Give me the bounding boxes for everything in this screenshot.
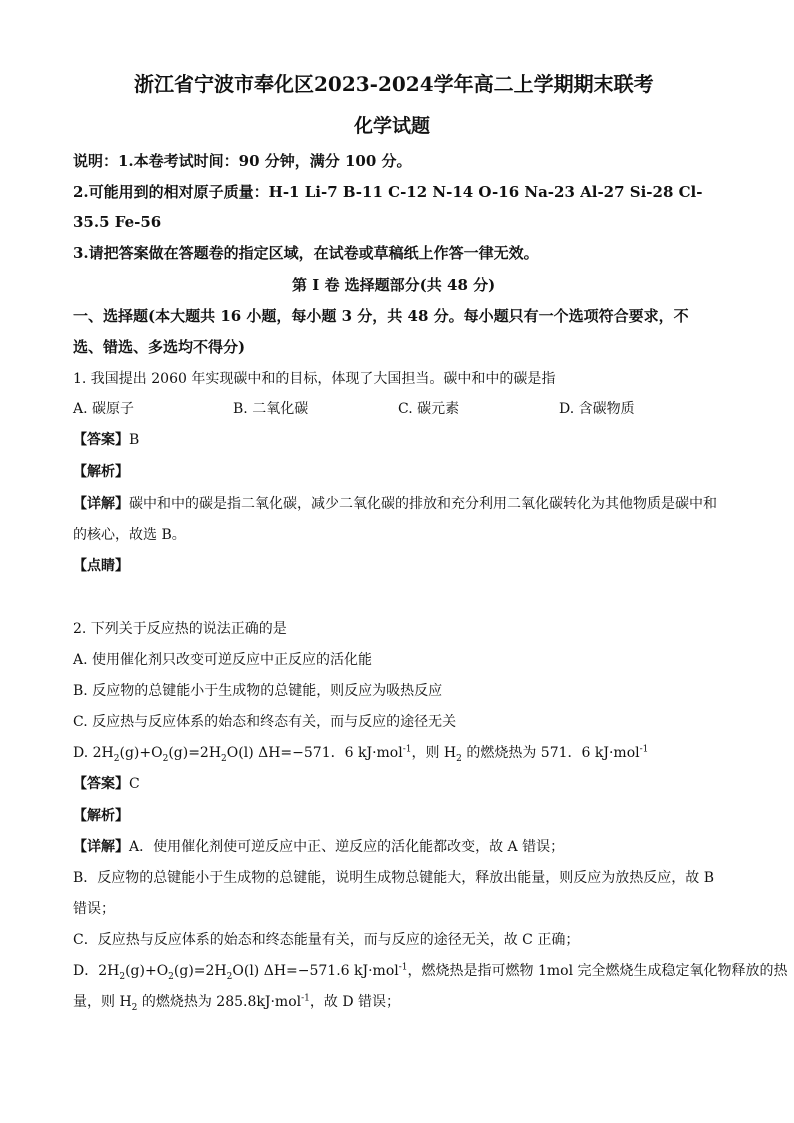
eq-part: (g)+O [125, 963, 169, 979]
eq-sup: -1 [301, 993, 310, 1004]
eq-part: ，故 D 错误； [309, 994, 401, 1010]
q2-detail-b-cont: 错误； [73, 901, 115, 917]
eq-part: ，则 H [411, 745, 457, 761]
q1-option-c: C. 碳元素 [398, 401, 460, 417]
q2-analysis-label: 【解析】 [73, 808, 129, 824]
q1-option-d: D. 含碳物质 [559, 401, 635, 417]
detail-label: 【详解】 [73, 839, 129, 855]
q1-answer [73, 431, 139, 449]
eq-sub: 2 [221, 753, 227, 764]
eq-sub: 2 [226, 971, 233, 982]
answer-value: C [129, 776, 140, 792]
eq-sub: 2 [119, 971, 126, 982]
q2-option-a: A. 使用催化剂只改变可逆反应中正反应的活化能 [73, 652, 373, 668]
note-line-2: 2.可能用到的相对原子质量：H-1 Li-7 B-11 C-12 N-14 O-16 Na-23 Al-27 Si-28 Cl- [73, 183, 703, 201]
eq-sup: -1 [402, 744, 412, 755]
eq-sup: -1 [639, 744, 649, 755]
answer-label: 【答案】 [73, 432, 129, 448]
q1-option-b: B. 二氧化碳 [233, 401, 309, 417]
section-instruction: 一、选择题(本大题共 16 小题，每小题 3 分，共 48 分。每小题只有一个选项符合要求，不 [73, 307, 689, 325]
eq-sub: 2 [113, 753, 120, 764]
q2-detail-b: B．反应物的总键能小于生成物的总键能，说明生成物总键能大，释放出能量，则反应为放热反应，故 B [73, 870, 715, 886]
q2-answer [73, 775, 140, 793]
q1-detail-line-2: 的核心，故选 B。 [73, 527, 186, 543]
note-line-1: 说明：1.本卷考试时间：90 分钟，满分 100 分。 [73, 152, 412, 170]
q1-detail-line-1 [73, 495, 717, 513]
q1-option-a: A. 碳原子 [73, 401, 135, 417]
q2-option-d [73, 744, 648, 762]
detail-text: A．使用催化剂使可逆反应中正、逆反应的活化能都改变，故 A 错误； [129, 839, 565, 855]
answer-label: 【答案】 [73, 776, 129, 792]
section-instruction-cont: 选、错选、多选均不得分) [73, 338, 246, 356]
note-line-3: 3.请把答案做在答题卷的指定区域，在试卷或草稿纸上作答一律无效。 [73, 244, 539, 262]
q2-detail-a [73, 838, 564, 856]
q2-detail-d [73, 962, 788, 980]
eq-part: (g)=2H [168, 745, 222, 761]
answer-value: B [129, 432, 140, 448]
detail-text: 碳中和中的碳是指二氧化碳，减少二氧化碳的排放和充分利用二氧化碳转化为其他物质是碳中和 [129, 496, 717, 512]
eq-part: (g)+O [119, 745, 163, 761]
q2-stem: 2. 下列关于反应热的说法正确的是 [73, 621, 287, 637]
q2-detail-c: C．反应热与反应体系的始态和终态能量有关，而与反应的途径无关，故 C 正确； [73, 932, 580, 948]
page-subtitle: 化学试题 [354, 115, 431, 137]
eq-part: (g)=2H [173, 963, 227, 979]
eq-part: O(l) ΔH=−571.6 kJ·mol [232, 963, 399, 979]
detail-label: 【详解】 [73, 496, 129, 512]
q1-analysis-label: 【解析】 [73, 464, 129, 480]
eq-sub: 2 [168, 971, 174, 982]
eq-sub: 2 [131, 1002, 138, 1013]
eq-part: ，燃烧热是指可燃物 1mol 完全燃烧生成稳定氧化物释放的热 [407, 963, 788, 979]
eq-sub: 2 [162, 753, 169, 764]
page-title: 浙江省宁波市奉化区2023-2024学年高二上学期期末联考 [134, 72, 654, 96]
eq-sub: 2 [456, 753, 462, 764]
q2-option-c: C. 反应热与反应体系的始态和终态有关，而与反应的途径无关 [73, 714, 457, 730]
q1-stem: 1. 我国提出 2060 年实现碳中和的目标，体现了大国担当。碳中和中的碳是指 [73, 371, 556, 387]
part-heading: 第 I 卷 选择题部分(共 48 分) [292, 276, 496, 294]
eq-part: D. 2H [73, 745, 114, 761]
note-line-2-cont: 35.5 Fe-56 [73, 213, 162, 231]
q2-option-b: B. 反应物的总键能小于生成物的总键能，则反应为吸热反应 [73, 683, 443, 699]
q1-comment-label: 【点睛】 [73, 558, 129, 574]
eq-part: 的燃烧热为 571．6 kJ·mol [461, 745, 640, 761]
eq-sup: -1 [398, 962, 408, 973]
eq-part: 量，则 H [73, 994, 132, 1010]
eq-part: D．2H [73, 963, 120, 979]
eq-part: 的燃烧热为 285.8kJ·mol [137, 994, 302, 1010]
eq-part: O(l) ΔH=−571．6 kJ·mol [226, 745, 403, 761]
q2-detail-d-cont [73, 993, 400, 1011]
